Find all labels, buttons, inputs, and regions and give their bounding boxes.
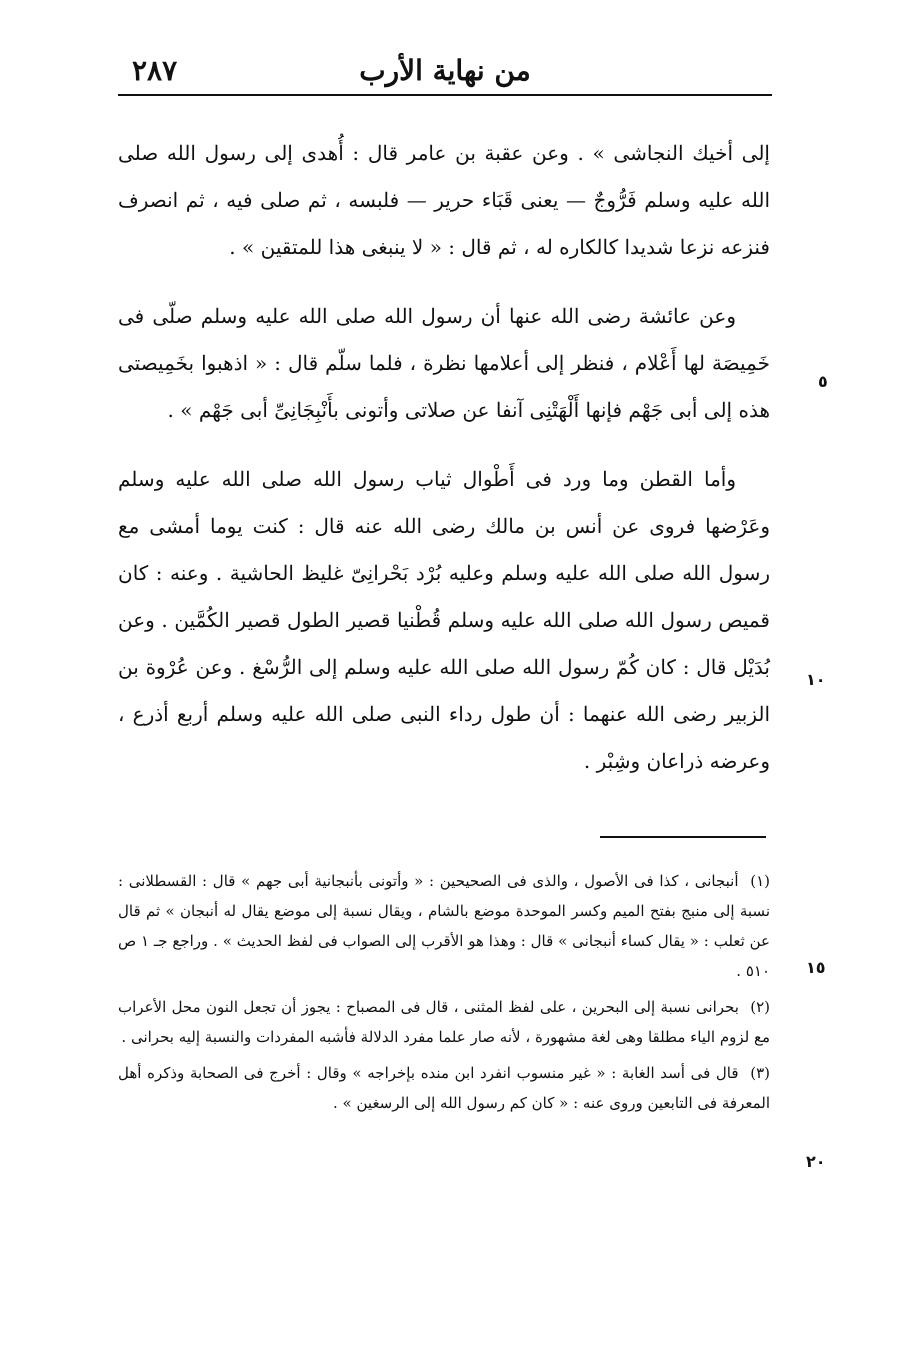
footnote-text: بحرانى نسبة إلى البحرين ، على لفظ المثنى ، قال فى المصباح : يجوز أن تجعل النون محل الأعراب مع لزوم الياء مطلقا وهى لغة مشهورة ، لأنه صار علما مفرد الدلالة فأشبه المفردات والنسبة إليه بحرانى . [118,998,770,1046]
page-number: ٢٨٧ [132,54,178,87]
paragraph-2: وعن عائشة رضى الله عنها أن رسول الله صلى الله عليه وسلم صلّى فى خَمِيصَة لها أَعْلام ، فنظر إلى أعلامها نظرة ، فلما سلّم قال : « اذهبوا بخَمِيصتى هذه إلى أبى جَهْم فإنها أَلْهَتْنِى آنفا عن صلاتى وأتونى بأَنْبِجَانِىِّ أبى جَهْم » . [118,304,770,422]
line-number-20: ٢٠ [806,1152,826,1171]
footnote-number: (١) [750,872,770,890]
footnote-text: أنبجانى ، كذا فى الأصول ، والذى فى الصحيحين : « وأتونى بأنبجانية أبى جهم » قال : القسطلانى : نسبة إلى منبج بفتح الميم وكسر الموحدة موضع بالشام ، ويقال نسبة إلى موضع يقال له أنبجان » ثم قال عن ثعلب : « يقال كساء أنبجانى » قال : وهذا هو الأقرب إلى الصواب فى لفظ الحديث » . وراجع جـ ١ ص ٥١٠ . [118,872,770,980]
footnotes [118,866,770,1124]
line-number-10: ١٠ [806,670,826,689]
main-text [118,130,770,807]
footnote-number: (٣) [750,1064,770,1082]
footnote-2 [118,992,770,1052]
footnote-separator [600,836,766,838]
footnote-3 [118,1058,770,1118]
running-title: من نهاية الأرب [359,54,531,87]
footnote-number: (٢) [750,998,770,1016]
footnote-text: قال فى أسد الغابة : « غير منسوب انفرد ابن منده بإخراجه » وقال : أخرج فى الصحابة وذكره أهل المعرفة فى التابعين وروى عنه : « كان كم رسول الله إلى الرسغين » . [118,1064,770,1112]
footnote-1 [118,866,770,986]
paragraph-3: وأما القطن وما ورد فى أَطْوال ثياب رسول الله صلى الله عليه وسلم وعَرْضها فروى عن أنس بن مالك رضى الله عنه قال : كنت يوما أمشى مع رسول الله صلى الله عليه وسلم وعليه بُرْد بَحْرانِىّ غليظ الحاشية . وعنه : كان قميص رسول الله صلى الله عليه وسلم قُطْنيا قصير الطول قصير الكُمَّين . وعن بُدَيْل قال : كان كُمّ رسول الله صلى الله عليه وسلم إلى الرُّسْغ . وعن عُرْوة بن الزبير رضى الله عنهما : أن طول رداء النبى صلى الله عليه وسلم أربع أذرع ، وعرضه ذراعان وشِبْر . [118,467,770,773]
page-header [118,48,772,96]
paragraph-1: إلى أخيك النجاشى » . وعن عقبة بن عامر قال : أُهدى إلى رسول الله صلى الله عليه وسلم فَرُّوجٌ — يعنى قَبَاء حرير — فلبسه ، ثم صلى فيه ، ثم انصرف فنزعه نزعا شديدا كالكاره له ، ثم قال : « لا ينبغى هذا للمتقين » . [118,141,770,259]
header-rule [118,94,772,96]
line-number-15: ١٥ [806,958,826,977]
line-number-5: ٥ [818,372,828,391]
